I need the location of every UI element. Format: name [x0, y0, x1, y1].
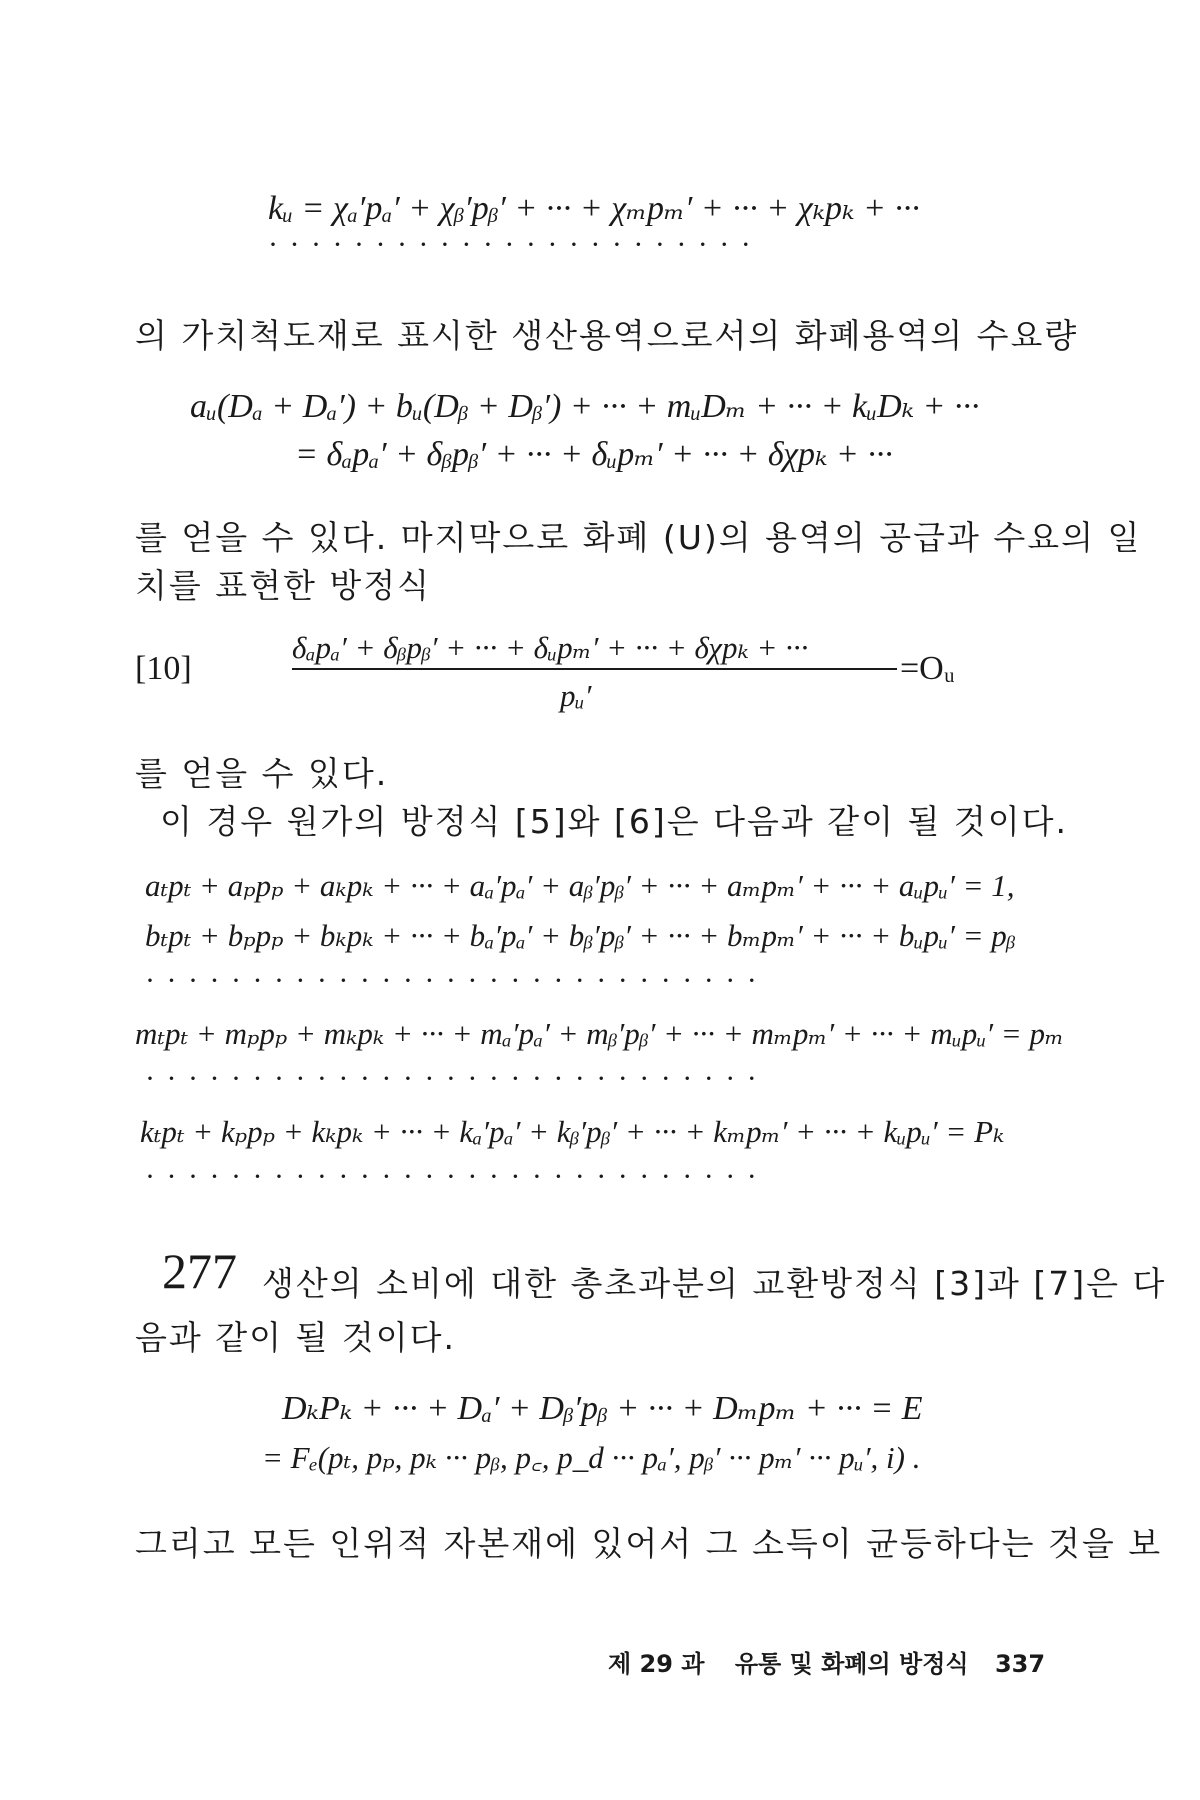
equation-cost-k: kₜpₜ + kₚpₚ + kₖpₖ + ··· + kₐ′pₐ′ + kᵦ′pᵦ′ + ··· + kₘpₘ′ + ··· + kᵤpᵤ′ = Pₖ	[140, 1114, 1005, 1149]
equation-ku: kᵤ = χₐ′pₐ′ + χᵦ′pᵦ′ + ··· + χₘpₘ′ + ··· + χₖpₖ + ···	[268, 190, 920, 227]
paragraph-result: 를 얻을 수 있다.	[135, 754, 389, 793]
paragraph-supply-demand: 를 얻을 수 있다. 마지막으로 화폐 (U)의 용역의 공급과 수요의 일	[135, 518, 1142, 557]
equation-demand-line1: aᵤ(Dₐ + Dₐ′) + bᵤ(Dᵦ + Dᵦ′) + ··· + mᵤDₘ + ··· + kᵤDₖ + ···	[190, 388, 980, 425]
equation-cost-a: aₜpₜ + aₚpₚ + aₖpₖ + ··· + aₐ′pₐ′ + aᵦ′pᵦ′ + ··· + aₘpₘ′ + ··· + aᵤpᵤ′ = 1,	[145, 868, 1015, 903]
equation-label-10: [10]	[135, 650, 192, 687]
paragraph-supply-demand-cont: 치를 표현한 방정식	[135, 566, 432, 605]
section-text: 생산의 소비에 대한 총초과분의 교환방정식 [3]과 [7]은 다	[262, 1264, 1167, 1303]
equation-10-denominator: pᵤ′	[560, 678, 592, 713]
fraction-bar	[292, 668, 897, 670]
section-text-cont: 음과 같이 될 것이다.	[135, 1318, 456, 1357]
equation-exchange-line2: = Fₑ(pₜ, pₚ, pₖ ··· pᵦ, p꜀, p_d ··· pₐ′, pᵦ′ ··· pₘ′ ··· pᵤ′, i) .	[262, 1440, 921, 1475]
equation-exchange-line1: DₖPₖ + ··· + Dₐ′ + Dᵦ′pᵦ + ··· + Dₘpₘ + ··· = E	[282, 1390, 923, 1427]
paragraph-demand-intro: 의 가치척도재로 표시한 생산용역으로서의 화폐용역의 수요량	[135, 316, 1079, 355]
paragraph-capital-goods: 그리고 모든 인위적 자본재에 있어서 그 소득이 균등하다는 것을 보	[135, 1524, 1163, 1563]
equation-10-numerator: δₐpₐ′ + δᵦpᵦ′ + ··· + δᵤpₘ′ + ··· + δχpₖ + ···	[292, 630, 809, 665]
footer-chapter: 제 29 과	[608, 1650, 705, 1678]
ellipsis-row: · · · · · · · · · · · · · · · · · · · · · · · · · · · · ·	[145, 964, 759, 997]
paragraph-cost-equations: 이 경우 원가의 방정식 [5]와 [6]은 다음과 같이 될 것이다.	[160, 802, 1068, 841]
equation-cost-b: bₜpₜ + bₚpₚ + bₖpₖ + ··· + bₐ′pₐ′ + bᵦ′pᵦ′ + ··· + bₘpₘ′ + ··· + bᵤpᵤ′ = pᵦ	[145, 918, 1016, 953]
ellipsis-row: · · · · · · · · · · · · · · · · · · · · · · · · · · · · ·	[145, 1062, 759, 1095]
running-footer	[608, 1644, 1045, 1679]
section-number: 277	[162, 1243, 237, 1299]
ellipsis-row: · · · · · · · · · · · · · · · · · · · · · · ·	[268, 228, 753, 261]
ellipsis-row: · · · · · · · · · · · · · · · · · · · · · · · · · · · · ·	[145, 1160, 759, 1193]
footer-title: 유통 및 화폐의 방정식	[734, 1650, 969, 1678]
equation-cost-m: mₜpₜ + mₚpₚ + mₖpₖ + ··· + mₐ′pₐ′ + mᵦ′pᵦ′ + ··· + mₘpₘ′ + ··· + mᵤpᵤ′ = pₘ	[135, 1016, 1064, 1051]
equation-10-rhs: =Oᵤ	[900, 650, 955, 687]
page-number: 337	[994, 1650, 1046, 1678]
equation-demand-line2: = δₐpₐ′ + δᵦpᵦ′ + ··· + δᵤpₘ′ + ··· + δχpₖ + ···	[295, 436, 893, 473]
